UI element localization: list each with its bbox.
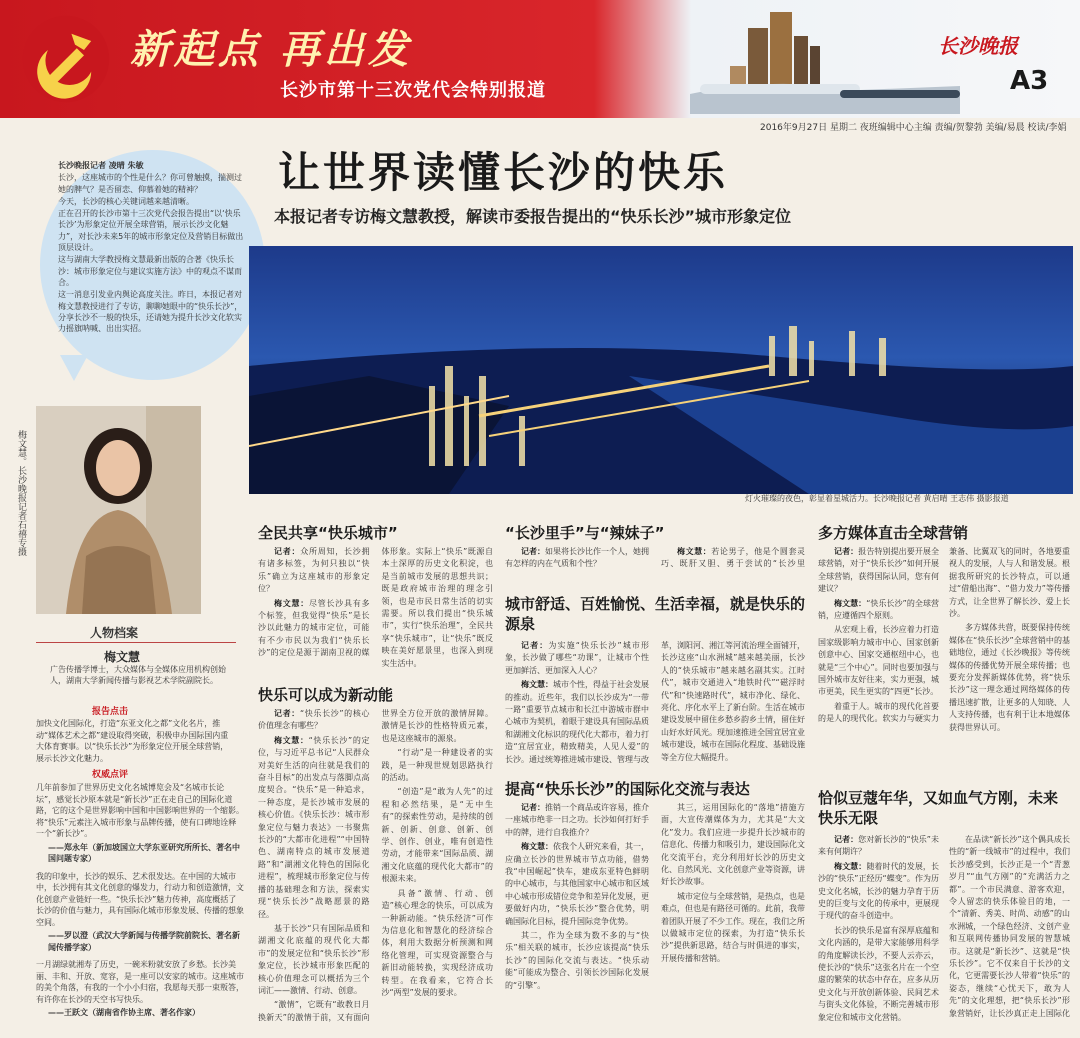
intro-paragraph: 正在召开的长沙市第十三次党代会报告提出“以‘快乐长沙’为形象定位开展全球营销，展示长沙文化魅力”，对长沙未来5年的城市形象定位及营销目标做出顶层设计。	[58, 209, 244, 253]
quote-source: ——王跃文（湖南省作协主席、著名作家）	[48, 1008, 200, 1017]
article-column: 记者：推销一个商品或许容易，推介一座城市绝非一日之功。长沙如何打好手中的牌，进行自我推介？ 梅文慧：依我个人研究来看，其一，应确立长沙的世界城市节点功能，借势我“中国崛起”快车，建成东亚特色鲜明的中心城市，与其他国家中心城市和区域中心城市形成错位竞争和差异化发展，更要做好内功，“快乐长沙”整合优势，明确国际化目标，提升国际竞争优势。 其二，作为全球为数不多的与“快乐”相关联的城市，长沙应该提高“快乐长沙”的国际化交流与表达。“快乐动能”可能成为整合、引领长沙国际化发展的“引擎”。 其三，运用国际化的“落地”措施方面，大宣传潮媒体为力，尤其是“大文化”发力。我们应进一步提升长沙城市的信息化、传播力和吸引力，建设国际化文化交流平台，充分利用好长沙的历史文化、自然风光、文化创意产业等资源，讲好长沙故事。 城市定位与全球营销，是热点，也是难点，但也是有路径可循的。此前，我带着团队开展了不少工作。现在，我们之所以做城市定位的探索，为打造“快乐长沙”提供新思路，结合与时俱进的事实，开展传播和营销。	[505, 803, 805, 990]
expert-heading: 权威点评	[92, 770, 129, 780]
party-emblem-icon	[20, 14, 112, 104]
section-heading: 快乐可以成为新动能	[258, 686, 394, 704]
section-heading: 提高“快乐长沙”的国际化交流与表达	[505, 780, 750, 798]
banner-subhead: 长沙市第十三次党代会特别报道	[280, 80, 546, 101]
portrait-photo	[36, 406, 201, 614]
newspaper-masthead: 长沙晚报	[938, 34, 1018, 58]
intro-byline: 长沙晚报记者 凌晴 朱敏	[58, 161, 144, 170]
article-column: 记者：如果将长沙比作一个人，她拥有怎样的内在气质和个性？ 梅文慧：若论男子，他是个圆套灵巧、既肝又胆、勇于尝试的“长沙里	[505, 547, 805, 569]
section-heading: 多方媒体直击全球营销	[818, 524, 969, 542]
city-skyline-illustration	[690, 6, 960, 114]
report-text: 加快文化国际化，打造“东亚文化之都”文化名片，推动“媒体艺术之都”建设取得突破，积极申办国际国内重大体育赛事。以“快乐长沙”为形象定位开展全球营销，展示长沙文化魅力。	[36, 719, 229, 763]
expert-quotes	[36, 782, 244, 1025]
night-city-photo	[249, 246, 1073, 494]
photo-caption: 灯火璀璨的夜色，彰显着星城活力。长沙晚报记者 黄启晴 王志伟 摄影报道	[745, 494, 1009, 503]
intro-paragraph: 今天，长沙的核心关键词越来越清晰。	[58, 196, 194, 206]
dateline: 2016年9月27日 星期二 夜班编辑中心主编 责编/贺黎勃 美编/易晨 校读/李娟	[760, 123, 1067, 133]
page-number: A3	[1010, 66, 1049, 96]
profile-title: 人物档案	[90, 626, 139, 640]
article-column: 记者：为实施“快乐长沙”城市形象，长沙做了哪些“功课”，让城市个性更加鲜活、更加深入人心？ 梅文慧：城市个性，得益于社会发展的推动。近些年，我们以长沙成为“一带一路”重要节点城市和长江中游城市群中心城市为契机，着眼于建设具有国际品质和湖湘文化标识的现代化大都市，着力打造“宜居宜业，精致精美，人见人爱”的长沙。通过统筹推进城市建设、管理与改革，浏阳河、湘江等河流治理全面铺开，长沙这座“山水洲城”越来越美丽，长沙人的“快乐城市”越来越名副其实。江时代”，城市交通进入“地铁时代”“磁浮时代”和“快速路时代”，城市净化、绿化、亮化、序化水平上了新台阶。生活在城市建设发展中留住乡愁乡韵乡土情，留住好山好水好风光。现加速推进全国宜居宜业城市建设，城市在国际化程度、基础设施等全方位大幅提升。	[505, 641, 805, 764]
intro-text	[58, 160, 248, 335]
section-heading: 全民共享“快乐城市”	[258, 524, 398, 542]
article-column: 记者：您对新长沙的“快乐”未来有何期许？ 梅文慧：随着时代的发展，长沙的“快乐”正经历“蝶变”。作为历史文化名城，长沙的魅力孕育于历史的巨变与文化的传承中，更展现于现代的奋斗创造中。 长沙的快乐是富有深厚底蕴和文化内涵的，是带大家能够用科学的角度解读长沙，不要人云亦云，使长沙的“快乐”这张名片在一个空虚的繁荣的状态中存在，应多从历史文化与开放创新体验、民间艺术与街头文化体验，不断完善城市形象定位和城市文化营销。 在品读“新长沙”这个偶具成长性的“新一线城市”的过程中，我们长沙感受到，长沙正是一个“青葱岁月”“血气方刚”的“充满活力之都”。一个市民满意、游客欢迎，令人留恋的快乐体验目的地，一个“清新、秀美、时尚、动感”的山水洲城，一个绿色经济、文创产业和互联网传播协同发展的智慧城市。这就是“新长沙”、这就是“快乐长沙”。它不仅来自于长沙的文化，它更需要长沙人带着“快乐”的姿态，继续“心忧天下，敢为人先”的文化理想，把“快乐长沙”形象营销好，让长沙真正走上国际化	[818, 835, 1070, 1022]
header-banner	[0, 0, 1080, 118]
quote-source: ——罗以澄（武汉大学新闻与传播学院前院长、著名新闻传播学家）	[48, 931, 240, 952]
report-heading: 报告点击	[92, 707, 129, 717]
profile-name: 梅文慧	[104, 650, 141, 664]
portrait-caption: 梅文慧。长沙晚报记者石禧专摄	[16, 430, 26, 556]
subtitle: 本报记者专访梅文慧教授，解读市委报告提出的“快乐长沙”城市形象定位	[274, 207, 792, 226]
section-heading: “长沙里手”与“辣妹子”	[505, 524, 665, 542]
quote-text: 我的印象中，长沙的娱乐、艺术很发达。在中国的大城市中，长沙拥有其文化创意的爆发力，行动力和创造激情，文化创意产业链好一些。“快乐长沙”魅力传神，高度概括了长沙的价值与魅力，具有国际化城市形象发展、传播的想象空间。	[36, 871, 244, 927]
quote-text: 一月湖绿就湘寿了历史，一碗米粉就安放了乡愁。长沙美丽、丰和、开放、宽容，是一座可以安家的城市。这座城市的美个角落，有我的一个小小归宿，我愿每天那一束叛答，有许你在长沙的天空书写快乐。	[36, 960, 244, 1004]
article-column: 记者：“快乐长沙”的核心价值理念有哪些？ 梅文慧：“快乐长沙”的定位，与习近平总书记“人民群众对美好生活的向往就是我们的奋斗目标”的出发点与落脚点高度契合。“快乐”是一种追求，一种态度，是长沙城市发展的核心价值。《快乐长沙：城市形象定位与魅力表达》一书聚焦长沙的“大都市化进程”“中国特色、湖南特点的城市发展道路”和“湖湘文化特色的国际化进程”，梳理城市形象定位与传播的基础理念和方法，探索实现“快乐长沙”战略愿景的路径。 基于长沙“只有国际品质和湖湘文化底蕴的现代化大都市”的发展定位和“快乐长沙”形象定位，长沙城市形象匹配的核心价值理念可以概括为三个词汇——激情、行动、创意。 “激情”，它既有“敢教日月换新天”的激情于前，又有面向世界全方位开放的激情屏障。激情是长沙的性格特质元素，也是这座城市的源泉。 “行动”是一种建设者的实践，是一种现世规划思路执行的活动。 “创造”是“敢为人先”的过程和必然结果，是“无中生有”的探索性劳动，是持续的创新、创新、创意、创新、创学、创作、创业，唯有创造性劳动，才能带来“国际品质、湖湘文化底蕴的现代化大都市”的根源未来。 具备“激情、行动、创造”核心理念的快乐，可以成为一种新动能。“快乐经济”可作为信息化和智慧化的经济综合体，利用大数据分析预测和网络化管理，可实现资源整合与新旧动能转换，实现经济成功转型。在我看来，它符合长沙“两型”发展的要求。	[258, 709, 493, 1022]
divider	[36, 642, 236, 643]
main-headline: 让世界读懂长沙的快乐	[278, 148, 729, 197]
slogan-calligraphy: 新起点 再出发	[130, 26, 412, 73]
article-column: 记者：众所周知，长沙拥有诸多标签，为何只独以“快乐”确立为这座城市的形象定位？ 梅文慧：尽管长沙具有多个标签，但我觉得“快乐”是长沙以此魅力的城市定位，可能有不少市民以为我们“快乐长沙”的定位是源于湖南卫视的媒体形象。实际上“快乐”既源自本土深厚的历史文化积淀，也是当前城市发展的思想共识；既是政府城市治理的理念引领，也是市民日常生活的切实需要。所以我们提出“快乐城市”，实行“快乐治理”，全民共享“快乐城市”，让“快乐”既反映在美好愿景里，也深入到现实生活中。	[258, 547, 493, 668]
profile-bio: 广告传播学博士，大众媒体与全媒体应用机构创始人，湖南大学新闻传播与影视艺术学院副院长。	[50, 665, 226, 685]
section-heading: 城市舒适、百姓愉悦、生活幸福，就是快乐的源泉	[505, 595, 806, 633]
intro-paragraph: 长沙，这座城市的个性是什么？你可曾触摸，揣测过她的脾气？是否留恋、仰慕着她的精神？	[58, 173, 242, 194]
article-column: 记者：报告特别提出要开展全球营销，对于“快乐长沙”如何开展全球营销，获得国际认同，您有何建议？ 梅文慧：“快乐长沙”的全球营销，应遵循四个原则。 从宏观上看，长沙应着力打造国家级影响力城市中心、国家创新创意中心、国家交通枢纽中心，也就是“三个中心”。同时也要加强与国外城市友好往来，实力更强，城市更美，民生更实的“四更”长沙。 着重于人。城市的现代化首要的是人的现代化。软实力与硬实力兼备、比翼双飞的同时，各地要重视人的发展，人与人和谐发展。根据我所研究的长沙特点，可以通过“借船出海”、“借力发力”等传播方式，让全世界了解长沙、爱上长沙。 多方媒体共营，既要保持传统媒体在“快乐长沙”全球营销中的基础地位，通过《长沙晚报》等传统媒体的传播优势开展全球传播；也要充分发挥新媒体优势，将“快乐长沙”这一理念通过网络媒体的传播迅速扩散，让更多的人知晓、人人支持传播，也有利于让本地媒体获得世界认可。	[818, 547, 1070, 732]
intro-paragraph: 这一消息引发业内舆论高度关注。昨日，本报记者对梅文慧教授进行了专访，聊聊她眼中的“快乐长沙”，分享长沙不一般的快乐，还请她为提升长沙文化软实力摇旗呐喊、出出实招。	[58, 290, 243, 334]
quote-source: ——郑永年（新加坡国立大学东亚研究所所长、著名中国问题专家）	[48, 842, 240, 863]
section-heading: 恰似豆蔻年华，又如血气方刚，未来快乐无限	[818, 789, 1059, 827]
quote-text: 几年前参加了世界历史文化名城博览会及“名城市长论坛”，感觉长沙原本就是“新长沙”正在走自己的国际化道路，它的这个是世界影响中国和中国影响世界的一个缩影。将“快乐”元素注入城市形象与品牌传播，使有口碑地诠释一个“新长沙”。	[36, 783, 244, 838]
intro-bubble-tail	[60, 355, 88, 381]
intro-paragraph: 这与湖南大学教授梅文慧最新出版的合著《快乐长沙：城市形象定位与建议实施方法》中的观点不谋而合。	[58, 255, 242, 287]
